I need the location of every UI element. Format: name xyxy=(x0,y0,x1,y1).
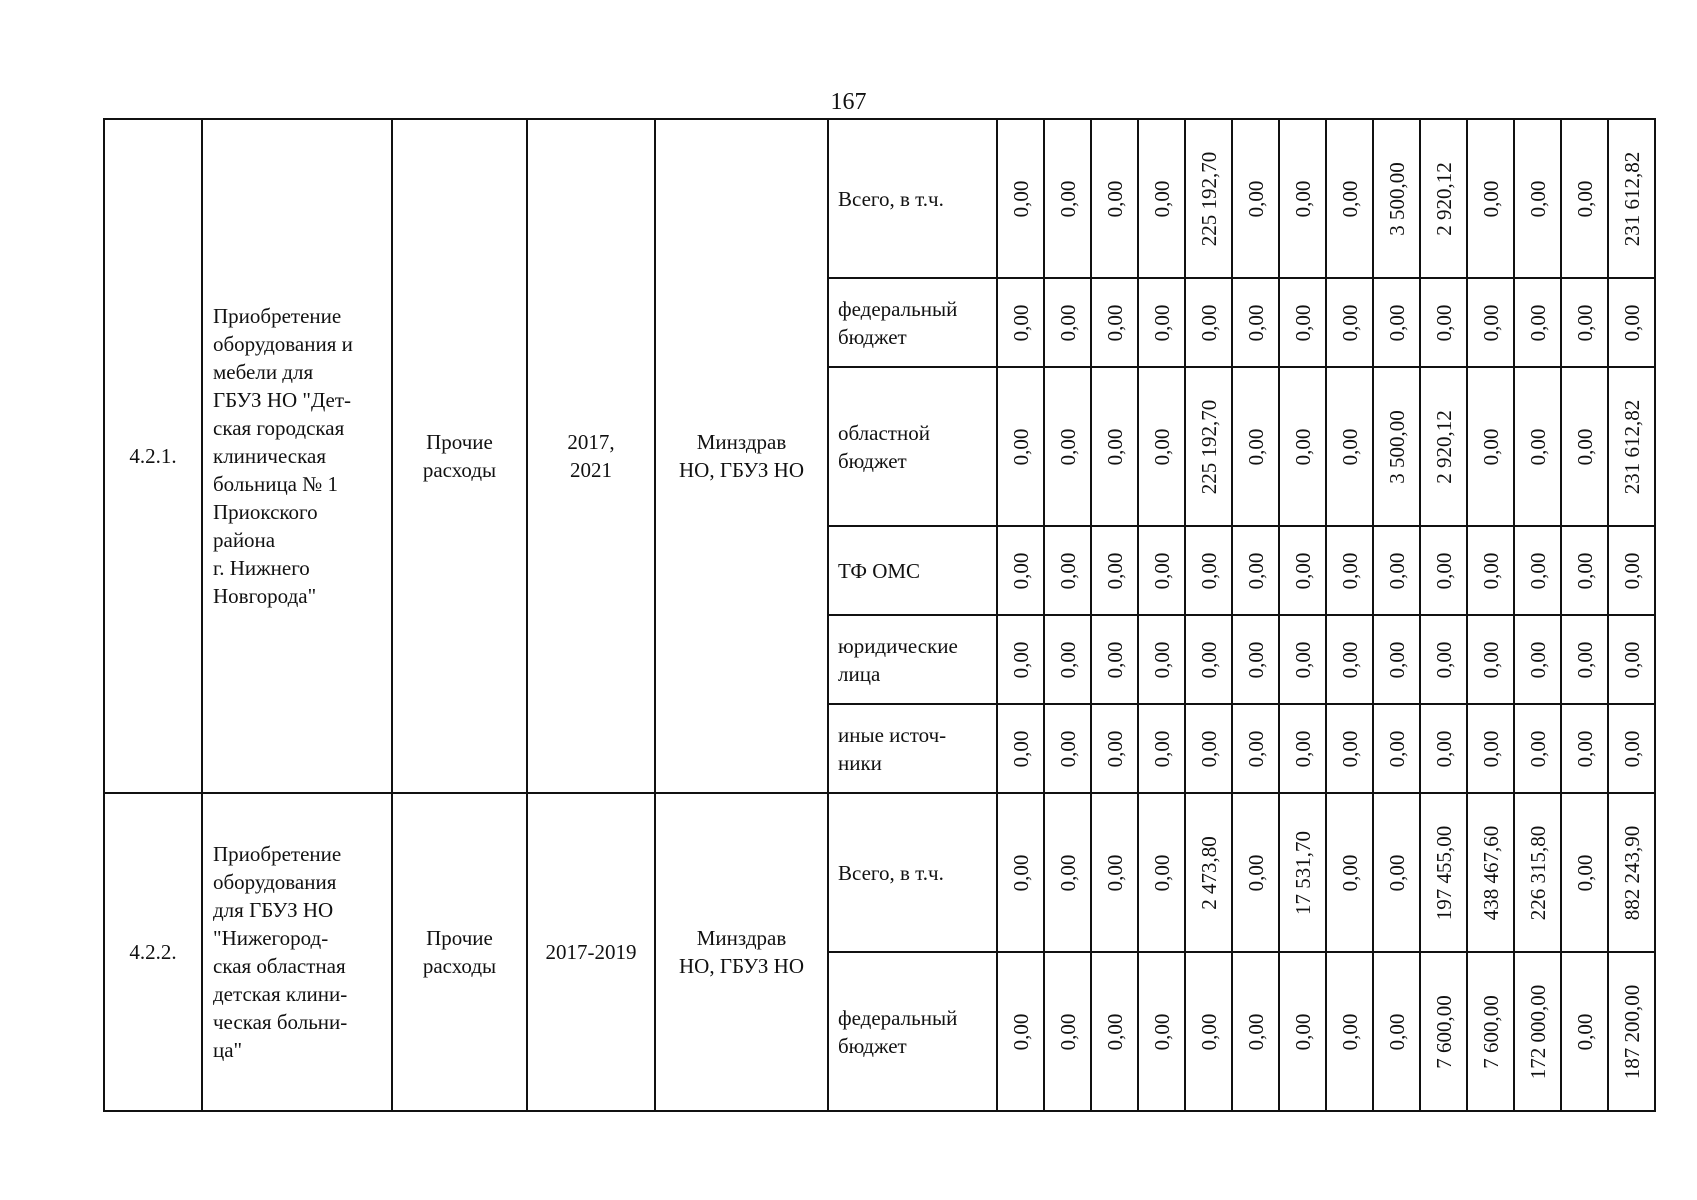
amount-cell xyxy=(1138,526,1185,615)
table-row xyxy=(104,119,1655,278)
amount-cell xyxy=(1185,615,1232,704)
amount-cell xyxy=(1373,278,1420,367)
amount-cell xyxy=(1185,793,1232,952)
amount-value: 0,00 xyxy=(1149,641,1174,678)
amount-cell xyxy=(997,793,1044,952)
amount-value: 0,00 xyxy=(1055,180,1080,217)
amount-cell xyxy=(1467,119,1514,278)
amount-cell xyxy=(1373,119,1420,278)
amount-value: 0,00 xyxy=(1478,180,1503,217)
amount-value: 0,00 xyxy=(1008,854,1033,891)
amount-value: 0,00 xyxy=(1243,1013,1268,1050)
amount-cell xyxy=(1608,793,1655,952)
amount-cell xyxy=(1044,119,1091,278)
page-number: 167 xyxy=(830,89,867,115)
amount-value: 0,00 xyxy=(1055,304,1080,341)
amount-cell xyxy=(1326,367,1373,526)
executor-cell xyxy=(655,119,828,793)
period-cell-text: 2017-2019 xyxy=(545,940,637,964)
amount-cell xyxy=(1608,615,1655,704)
amount-value: 0,00 xyxy=(1572,641,1597,678)
funding-source-cell xyxy=(828,952,997,1111)
amount-value: 0,00 xyxy=(1196,1013,1221,1050)
amount-cell xyxy=(1514,278,1561,367)
amount-cell xyxy=(1514,704,1561,793)
amount-value: 0,00 xyxy=(1008,730,1033,767)
amount-cell xyxy=(1232,526,1279,615)
amount-value: 225 192,70 xyxy=(1196,399,1221,494)
amount-cell xyxy=(1467,615,1514,704)
amount-value: 0,00 xyxy=(1337,641,1362,678)
amount-value: 0,00 xyxy=(1337,180,1362,217)
amount-cell xyxy=(1185,367,1232,526)
amount-value: 0,00 xyxy=(1149,428,1174,465)
amount-value: 0,00 xyxy=(1008,180,1033,217)
amount-cell xyxy=(1044,367,1091,526)
amount-value: 0,00 xyxy=(1384,730,1409,767)
amount-cell xyxy=(1561,615,1608,704)
amount-value: 0,00 xyxy=(1525,428,1550,465)
expense-type-cell xyxy=(392,793,527,1111)
amount-value: 0,00 xyxy=(1102,552,1127,589)
amount-value: 0,00 xyxy=(1055,854,1080,891)
amount-cell xyxy=(1044,526,1091,615)
amount-cell xyxy=(1608,704,1655,793)
amount-cell xyxy=(1608,952,1655,1111)
amount-cell xyxy=(1232,793,1279,952)
funding-source-label: Всего, в т.ч. xyxy=(838,186,944,211)
amount-cell xyxy=(1467,704,1514,793)
amount-value: 0,00 xyxy=(1290,730,1315,767)
amount-cell xyxy=(1044,704,1091,793)
amount-value: 0,00 xyxy=(1478,304,1503,341)
amount-value: 0,00 xyxy=(1102,1013,1127,1050)
amount-value: 0,00 xyxy=(1008,552,1033,589)
amount-value: 0,00 xyxy=(1102,854,1127,891)
amount-cell xyxy=(1514,615,1561,704)
amount-cell xyxy=(1608,367,1655,526)
amount-cell xyxy=(1561,793,1608,952)
amount-value: 0,00 xyxy=(1384,552,1409,589)
amount-cell xyxy=(1185,119,1232,278)
item-code-cell xyxy=(104,793,202,1111)
amount-cell xyxy=(1326,615,1373,704)
amount-cell xyxy=(1514,526,1561,615)
amount-value: 0,00 xyxy=(1149,552,1174,589)
amount-value: 197 455,00 xyxy=(1431,825,1456,920)
amount-cell xyxy=(1420,526,1467,615)
amount-cell xyxy=(1138,615,1185,704)
amount-value: 7 600,00 xyxy=(1431,994,1456,1069)
item-code-cell-text: 4.2.1. xyxy=(129,444,177,468)
amount-cell xyxy=(1467,793,1514,952)
amount-cell xyxy=(1373,367,1420,526)
amount-cell xyxy=(1420,119,1467,278)
item-name-cell-text: Приобретение оборудования для ГБУЗ НО "Нижегород- ская областная детская клини- ческая больни- ца" xyxy=(213,842,348,1062)
amount-cell xyxy=(997,119,1044,278)
amount-value: 0,00 xyxy=(1243,304,1268,341)
amount-cell xyxy=(1608,526,1655,615)
amount-cell xyxy=(1091,119,1138,278)
amount-value: 226 315,80 xyxy=(1525,825,1550,920)
amount-cell xyxy=(1326,526,1373,615)
amount-value: 0,00 xyxy=(1008,428,1033,465)
amount-value: 0,00 xyxy=(1290,1013,1315,1050)
amount-cell xyxy=(997,704,1044,793)
amount-cell xyxy=(1232,952,1279,1111)
funding-source-label: иные источ- ники xyxy=(838,722,947,775)
amount-cell xyxy=(1420,615,1467,704)
amount-value: 0,00 xyxy=(1337,428,1362,465)
amount-value: 0,00 xyxy=(1149,304,1174,341)
expense-type-cell xyxy=(392,119,527,793)
amount-value: 172 000,00 xyxy=(1525,984,1550,1079)
amount-cell xyxy=(1279,526,1326,615)
item-name-cell-text: Приобретение оборудования и мебели для ГБУЗ НО "Дет- ская городская клиническая больница № 1 Приокского района г. Нижнего Новгорода" xyxy=(213,304,353,608)
amount-value: 0,00 xyxy=(1290,552,1315,589)
item-code-cell xyxy=(104,119,202,793)
executor-cell-text: Минздрав НО, ГБУЗ НО xyxy=(679,926,804,978)
amount-cell xyxy=(1279,615,1326,704)
amount-cell xyxy=(1279,793,1326,952)
amount-value: 0,00 xyxy=(1572,854,1597,891)
amount-value: 0,00 xyxy=(1619,641,1644,678)
amount-cell xyxy=(997,526,1044,615)
amount-value: 0,00 xyxy=(1055,428,1080,465)
amount-value: 0,00 xyxy=(1243,641,1268,678)
amount-value: 0,00 xyxy=(1478,428,1503,465)
amount-cell xyxy=(1373,952,1420,1111)
amount-value: 0,00 xyxy=(1572,180,1597,217)
amount-value: 0,00 xyxy=(1102,304,1127,341)
amount-cell xyxy=(1138,704,1185,793)
amount-value: 0,00 xyxy=(1525,730,1550,767)
funding-source-cell xyxy=(828,615,997,704)
item-code-cell-text: 4.2.2. xyxy=(129,940,177,964)
amount-value: 0,00 xyxy=(1055,1013,1080,1050)
amount-cell xyxy=(1561,119,1608,278)
amount-value: 187 200,00 xyxy=(1619,984,1644,1079)
executor-cell xyxy=(655,793,828,1111)
amount-cell xyxy=(1373,615,1420,704)
amount-cell xyxy=(1326,119,1373,278)
amount-cell xyxy=(1420,278,1467,367)
amount-value: 0,00 xyxy=(1243,854,1268,891)
amount-value: 0,00 xyxy=(1525,552,1550,589)
amount-value: 0,00 xyxy=(1290,641,1315,678)
amount-value: 0,00 xyxy=(1102,641,1127,678)
amount-value: 0,00 xyxy=(1149,854,1174,891)
amount-cell xyxy=(1373,793,1420,952)
amount-cell xyxy=(1044,793,1091,952)
amount-cell xyxy=(1420,952,1467,1111)
amount-cell xyxy=(1514,952,1561,1111)
amount-value: 0,00 xyxy=(1243,730,1268,767)
amount-cell xyxy=(1373,526,1420,615)
amount-value: 0,00 xyxy=(1055,552,1080,589)
funding-source-label: ТФ ОМС xyxy=(838,558,921,583)
amount-cell xyxy=(1138,119,1185,278)
amount-cell xyxy=(1091,952,1138,1111)
amount-cell xyxy=(1091,615,1138,704)
amount-value: 0,00 xyxy=(1055,730,1080,767)
amount-cell xyxy=(1420,367,1467,526)
amount-cell xyxy=(1232,704,1279,793)
funding-source-label: областной бюджет xyxy=(838,420,930,473)
amount-value: 0,00 xyxy=(1196,641,1221,678)
period-cell-text: 2017, 2021 xyxy=(567,430,615,482)
funding-source-label: федеральный бюджет xyxy=(838,1005,958,1058)
period-cell xyxy=(527,793,655,1111)
amount-value: 225 192,70 xyxy=(1196,151,1221,246)
amount-value: 0,00 xyxy=(1525,641,1550,678)
table-row xyxy=(104,793,1655,952)
amount-cell xyxy=(1608,119,1655,278)
amount-value: 0,00 xyxy=(1572,730,1597,767)
amount-cell xyxy=(1514,119,1561,278)
funding-source-label: Всего, в т.ч. xyxy=(838,860,944,885)
amount-value: 0,00 xyxy=(1337,304,1362,341)
amount-value: 0,00 xyxy=(1008,641,1033,678)
amount-value: 0,00 xyxy=(1337,854,1362,891)
amount-value: 0,00 xyxy=(1431,552,1456,589)
amount-cell xyxy=(1185,704,1232,793)
amount-cell xyxy=(1326,952,1373,1111)
amount-cell xyxy=(1420,704,1467,793)
funding-source-cell xyxy=(828,793,997,952)
amount-cell xyxy=(1561,367,1608,526)
period-cell xyxy=(527,119,655,793)
amount-cell xyxy=(1138,793,1185,952)
amount-cell xyxy=(1232,278,1279,367)
amount-value: 0,00 xyxy=(1431,304,1456,341)
amount-cell xyxy=(1467,367,1514,526)
funding-source-label: федеральный бюджет xyxy=(838,296,958,349)
amount-value: 0,00 xyxy=(1525,304,1550,341)
amount-cell xyxy=(1091,704,1138,793)
amount-cell xyxy=(1138,952,1185,1111)
amount-value: 0,00 xyxy=(1619,552,1644,589)
amount-value: 0,00 xyxy=(1619,730,1644,767)
amount-value: 0,00 xyxy=(1431,730,1456,767)
amount-cell xyxy=(1091,526,1138,615)
amount-cell xyxy=(1420,793,1467,952)
amount-cell xyxy=(1561,952,1608,1111)
amount-value: 0,00 xyxy=(1196,730,1221,767)
amount-cell xyxy=(1044,278,1091,367)
amount-value: 882 243,90 xyxy=(1619,825,1644,920)
amount-cell xyxy=(1232,119,1279,278)
amount-cell xyxy=(1561,704,1608,793)
amount-cell xyxy=(1232,367,1279,526)
amount-value: 0,00 xyxy=(1337,1013,1362,1050)
funding-source-cell xyxy=(828,526,997,615)
amount-value: 0,00 xyxy=(1572,552,1597,589)
amount-cell xyxy=(1044,615,1091,704)
amount-cell xyxy=(1279,704,1326,793)
amount-cell xyxy=(997,615,1044,704)
funding-source-cell xyxy=(828,367,997,526)
amount-value: 0,00 xyxy=(1478,730,1503,767)
amount-cell xyxy=(1279,278,1326,367)
amount-value: 0,00 xyxy=(1384,854,1409,891)
amount-value: 3 500,00 xyxy=(1384,161,1409,236)
amount-cell xyxy=(1467,952,1514,1111)
amount-cell xyxy=(1326,704,1373,793)
amount-cell xyxy=(1138,278,1185,367)
amount-value: 0,00 xyxy=(1243,552,1268,589)
amount-cell xyxy=(1514,367,1561,526)
amount-value: 0,00 xyxy=(1337,552,1362,589)
amount-value: 0,00 xyxy=(1478,641,1503,678)
amount-value: 0,00 xyxy=(1290,304,1315,341)
amount-cell xyxy=(1373,704,1420,793)
amount-value: 0,00 xyxy=(1572,1013,1597,1050)
amount-value: 0,00 xyxy=(1431,641,1456,678)
amount-cell xyxy=(997,278,1044,367)
amount-value: 438 467,60 xyxy=(1478,825,1503,920)
amount-cell xyxy=(1138,367,1185,526)
amount-cell xyxy=(1467,526,1514,615)
amount-value: 0,00 xyxy=(1149,1013,1174,1050)
amount-value: 0,00 xyxy=(1149,730,1174,767)
amount-cell xyxy=(1326,278,1373,367)
amount-value: 0,00 xyxy=(1619,304,1644,341)
amount-cell xyxy=(1279,367,1326,526)
item-name-cell xyxy=(202,793,392,1111)
amount-cell xyxy=(1044,952,1091,1111)
amount-value: 17 531,70 xyxy=(1290,830,1315,915)
executor-cell-text: Минздрав НО, ГБУЗ НО xyxy=(679,430,804,482)
amount-cell xyxy=(1561,278,1608,367)
amount-value: 0,00 xyxy=(1572,428,1597,465)
amount-cell xyxy=(1514,793,1561,952)
amount-cell xyxy=(1091,367,1138,526)
amount-cell xyxy=(1185,278,1232,367)
amount-value: 231 612,82 xyxy=(1619,151,1644,246)
amount-value: 0,00 xyxy=(1384,1013,1409,1050)
expense-type-cell-text: Прочие расходы xyxy=(422,430,497,482)
amount-value: 0,00 xyxy=(1055,641,1080,678)
amount-value: 0,00 xyxy=(1102,428,1127,465)
amount-value: 0,00 xyxy=(1478,552,1503,589)
budget-table xyxy=(103,118,1656,1112)
funding-source-label: юридические лица xyxy=(838,633,958,686)
amount-cell xyxy=(1091,793,1138,952)
amount-value: 0,00 xyxy=(1102,730,1127,767)
amount-value: 3 500,00 xyxy=(1384,409,1409,484)
amount-value: 0,00 xyxy=(1243,180,1268,217)
amount-value: 0,00 xyxy=(1149,180,1174,217)
amount-cell xyxy=(997,367,1044,526)
amount-value: 2 920,12 xyxy=(1431,161,1456,236)
amount-cell xyxy=(1608,278,1655,367)
amount-cell xyxy=(1232,615,1279,704)
amount-value: 0,00 xyxy=(1384,304,1409,341)
funding-source-cell xyxy=(828,278,997,367)
amount-value: 0,00 xyxy=(1384,641,1409,678)
amount-cell xyxy=(1185,526,1232,615)
amount-value: 0,00 xyxy=(1008,1013,1033,1050)
funding-source-cell xyxy=(828,704,997,793)
amount-value: 0,00 xyxy=(1290,180,1315,217)
amount-value: 0,00 xyxy=(1243,428,1268,465)
amount-cell xyxy=(1185,952,1232,1111)
amount-value: 0,00 xyxy=(1525,180,1550,217)
amount-value: 0,00 xyxy=(1196,304,1221,341)
amount-cell xyxy=(1279,952,1326,1111)
amount-cell xyxy=(1326,793,1373,952)
amount-cell xyxy=(997,952,1044,1111)
amount-value: 231 612,82 xyxy=(1619,399,1644,494)
amount-value: 2 473,80 xyxy=(1196,835,1221,910)
amount-value: 0,00 xyxy=(1572,304,1597,341)
amount-value: 0,00 xyxy=(1196,552,1221,589)
amount-value: 0,00 xyxy=(1008,304,1033,341)
amount-value: 0,00 xyxy=(1102,180,1127,217)
funding-source-cell xyxy=(828,119,997,278)
amount-value: 0,00 xyxy=(1290,428,1315,465)
amount-cell xyxy=(1279,119,1326,278)
amount-value: 0,00 xyxy=(1337,730,1362,767)
amount-cell xyxy=(1561,526,1608,615)
expense-type-cell-text: Прочие расходы xyxy=(422,926,497,978)
amount-value: 7 600,00 xyxy=(1478,994,1503,1069)
amount-value: 2 920,12 xyxy=(1431,409,1456,484)
amount-cell xyxy=(1091,278,1138,367)
item-name-cell xyxy=(202,119,392,793)
amount-cell xyxy=(1467,278,1514,367)
